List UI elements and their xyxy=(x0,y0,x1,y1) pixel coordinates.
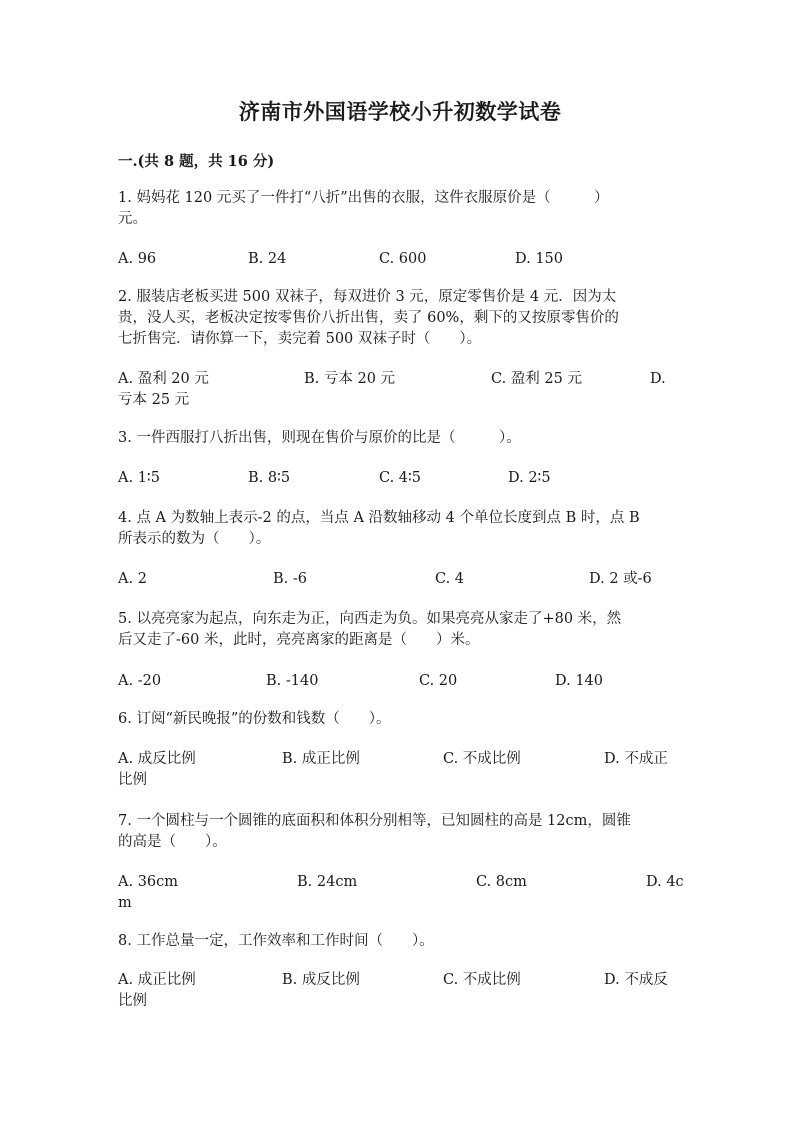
option-d[interactable]: D. 4c xyxy=(646,874,684,890)
question-8-options xyxy=(118,970,678,1012)
option-a[interactable]: A. 成正比例 xyxy=(118,972,196,988)
option-d-wrap: 比例 xyxy=(118,772,147,788)
option-b[interactable]: B. -140 xyxy=(266,673,319,689)
question-6-stem xyxy=(118,709,670,730)
option-d[interactable]: D. 2∶5 xyxy=(508,470,551,486)
question-2-stem xyxy=(118,287,670,350)
option-c[interactable]: C. 不成比例 xyxy=(443,751,521,767)
option-d-wrap: m xyxy=(118,895,132,911)
option-a[interactable]: A. 成反比例 xyxy=(118,751,196,767)
option-a[interactable]: A. -20 xyxy=(118,673,162,689)
option-d[interactable]: D. 不成反 xyxy=(604,972,668,988)
option-a[interactable]: A. 1∶5 xyxy=(118,470,160,486)
page-title: 济南市外国语学校小升初数学试卷 xyxy=(238,99,562,124)
option-d[interactable]: D. 140 xyxy=(555,673,604,689)
option-c[interactable]: C. 600 xyxy=(379,251,427,267)
question-line: 3. 一件西服打八折出售，则现在售价与原价的比是（ ）。 xyxy=(118,430,521,446)
question-line: 后又走了-60 米，此时，亮亮离家的距离是（ ）米。 xyxy=(118,632,480,648)
question-line: 贵，没人买，老板决定按零售价八折出售，卖了 60%，剩下的又按原零售价的 xyxy=(118,310,619,326)
question-7-options xyxy=(118,872,684,914)
option-b[interactable]: B. 亏本 20 元 xyxy=(304,371,396,387)
question-line: 7. 一个圆柱与一个圆锥的底面积和体积分别相等，已知圆柱的高是 12cm，圆锥 xyxy=(118,813,631,829)
question-line: 所表示的数为（ ）。 xyxy=(118,531,271,547)
question-4-options xyxy=(118,569,678,611)
question-1-stem xyxy=(118,188,670,230)
option-d-wrap: 亏本 25 元 xyxy=(118,392,190,408)
question-line: 6. 订阅“新民晚报”的份数和钱数（ ）。 xyxy=(118,711,391,727)
option-d[interactable]: D. 不成正 xyxy=(604,751,668,767)
question-line: 1. 妈妈花 120 元买了一件打“八折”出售的衣服，这件衣服原价是（ ） xyxy=(118,190,609,206)
question-line: 的高是（ ）。 xyxy=(118,834,227,850)
option-b[interactable]: B. 成正比例 xyxy=(282,751,360,767)
question-line: 8. 工作总量一定，工作效率和工作时间（ ）。 xyxy=(118,933,434,949)
section-heading: 一.(共 8 题，共 16 分) xyxy=(118,153,275,170)
question-line: 2. 服装店老板买进 500 双袜子，每双进价 3 元，原定零售价是 4 元．因为太 xyxy=(118,289,617,305)
question-1-options xyxy=(118,249,678,291)
option-d[interactable]: D. 2 或-6 xyxy=(589,571,652,587)
question-line: 七折售完．请你算一下，卖完着 500 双袜子时（ ）。 xyxy=(118,331,482,347)
option-b[interactable]: B. 24 xyxy=(248,251,287,267)
option-c[interactable]: C. 20 xyxy=(419,673,458,689)
option-c[interactable]: C. 4∶5 xyxy=(379,470,422,486)
option-a[interactable]: A. 盈利 20 元 xyxy=(118,371,209,387)
question-line: 5. 以亮亮家为起点，向东走为正，向西走为负。如果亮亮从家走了+80 米，然 xyxy=(118,611,622,627)
option-b[interactable]: B. 8∶5 xyxy=(248,470,291,486)
option-c[interactable]: C. 4 xyxy=(435,571,465,587)
option-b[interactable]: B. -6 xyxy=(273,571,307,587)
question-4-stem xyxy=(118,508,670,550)
question-6-options xyxy=(118,749,678,791)
option-c[interactable]: C. 不成比例 xyxy=(443,972,521,988)
question-8-stem xyxy=(118,931,670,952)
option-d-wrap: 比例 xyxy=(118,993,147,1009)
option-a[interactable]: A. 2 xyxy=(118,571,147,587)
option-d[interactable]: D. xyxy=(650,371,666,387)
option-b[interactable]: B. 成反比例 xyxy=(282,972,360,988)
question-line: 元。 xyxy=(118,211,147,227)
question-7-stem xyxy=(118,811,670,853)
question-3-stem xyxy=(118,428,670,449)
option-a[interactable]: A. 36cm xyxy=(118,874,179,890)
question-3-options xyxy=(118,468,678,510)
option-d[interactable]: D. 150 xyxy=(515,251,564,267)
question-5-options xyxy=(118,671,678,713)
question-2-options xyxy=(118,369,678,411)
option-b[interactable]: B. 24cm xyxy=(297,874,358,890)
option-c[interactable]: C. 盈利 25 元 xyxy=(491,371,582,387)
option-c[interactable]: C. 8cm xyxy=(476,874,527,890)
question-5-stem xyxy=(118,609,670,651)
question-line: 4. 点 A 为数轴上表示-2 的点，当点 A 沿数轴移动 4 个单位长度到点 B 时，点 B xyxy=(118,510,640,526)
option-a[interactable]: A. 96 xyxy=(118,251,157,267)
